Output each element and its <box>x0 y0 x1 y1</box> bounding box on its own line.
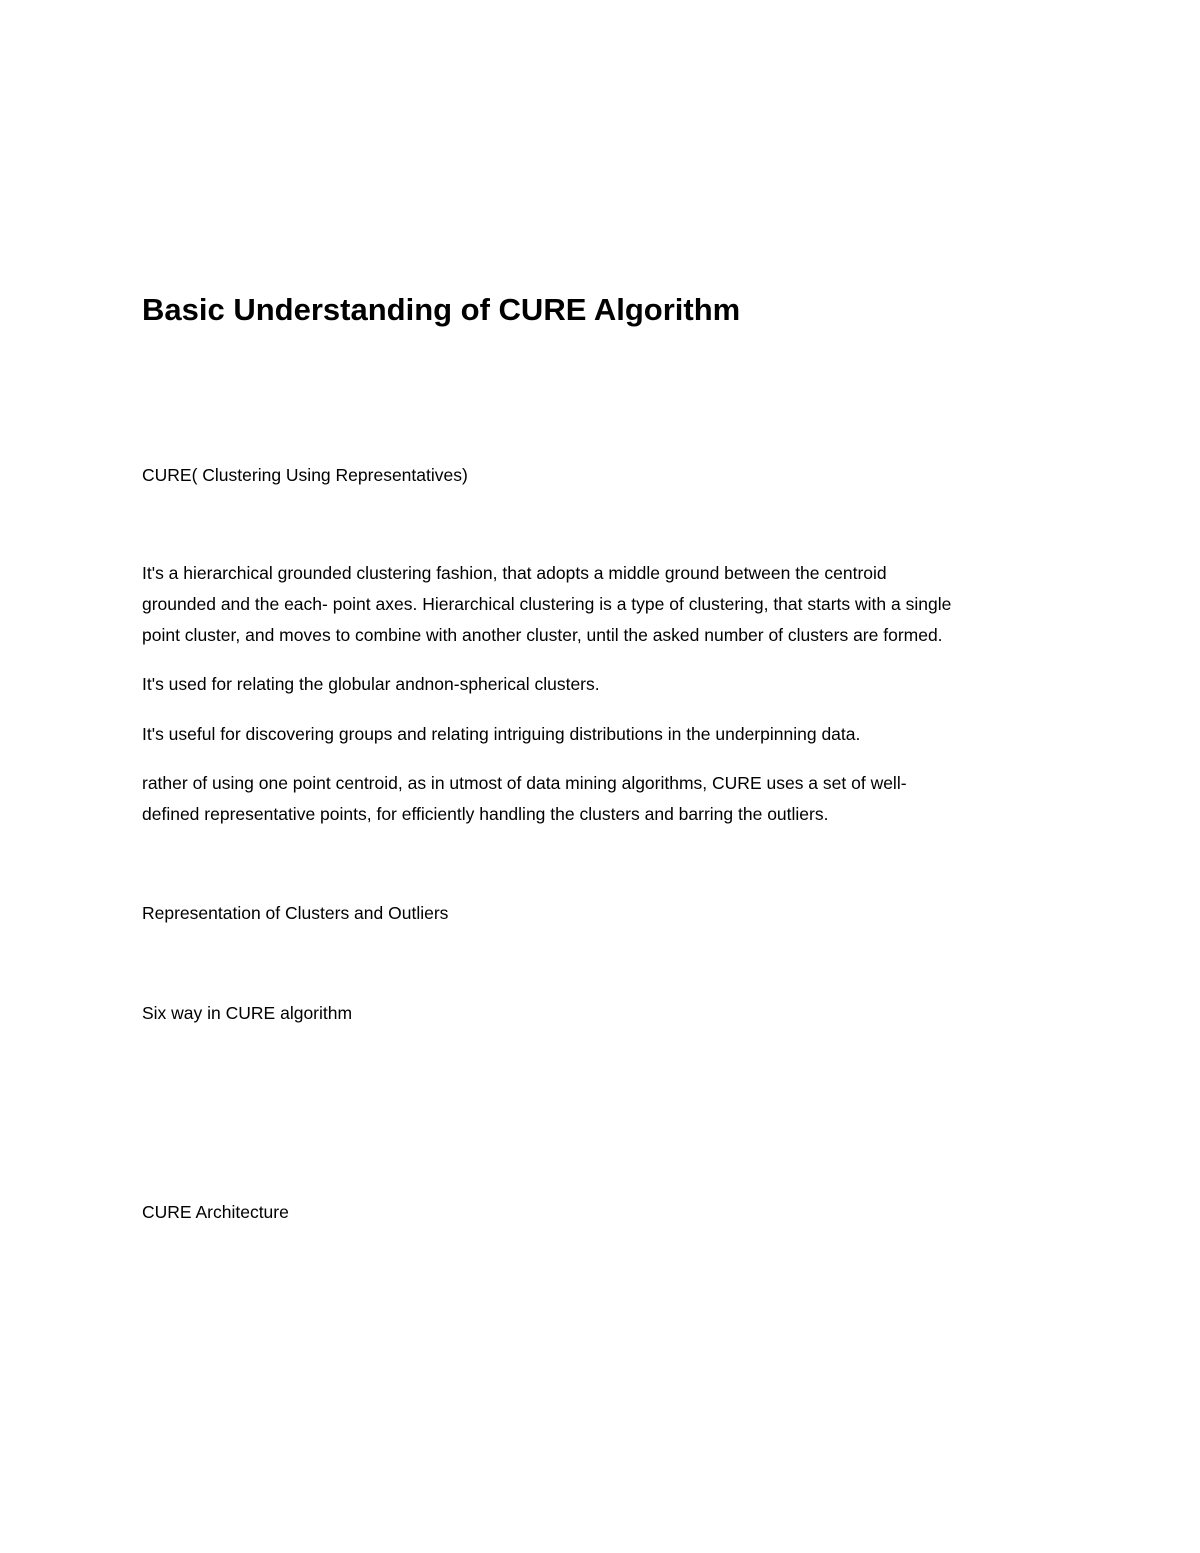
cure-definition-line: CURE( Clustering Using Representatives) <box>142 465 468 485</box>
heading-six-way: Six way in CURE algorithm <box>142 1003 353 1023</box>
document-title: Basic Understanding of CURE Algorithm <box>142 292 741 327</box>
paragraph-globular: It's used for relating the globular andnon-spherical clusters. <box>142 674 600 694</box>
paragraph-hierarchical <box>142 558 1072 651</box>
paragraph-line: It's a hierarchical grounded clustering fashion, that adopts a middle ground between the centroid <box>142 563 887 583</box>
paragraph-useful: It's useful for discovering groups and relating intriguing distributions in the underpinning data. <box>142 724 861 744</box>
paragraph-representative-points <box>142 768 1072 830</box>
paragraph-line: grounded and the each- point axes. Hierarchical clustering is a type of clustering, that starts with a single <box>142 594 952 614</box>
paragraph-line: point cluster, and moves to combine with another cluster, until the asked number of clusters are formed. <box>142 625 943 645</box>
paragraph-line: rather of using one point centroid, as in utmost of data mining algorithms, CURE uses a set of well- <box>142 773 907 793</box>
heading-architecture: CURE Architecture <box>142 1202 289 1222</box>
paragraph-line: defined representative points, for efficiently handling the clusters and barring the outliers. <box>142 804 829 824</box>
heading-representation: Representation of Clusters and Outliers <box>142 903 449 923</box>
